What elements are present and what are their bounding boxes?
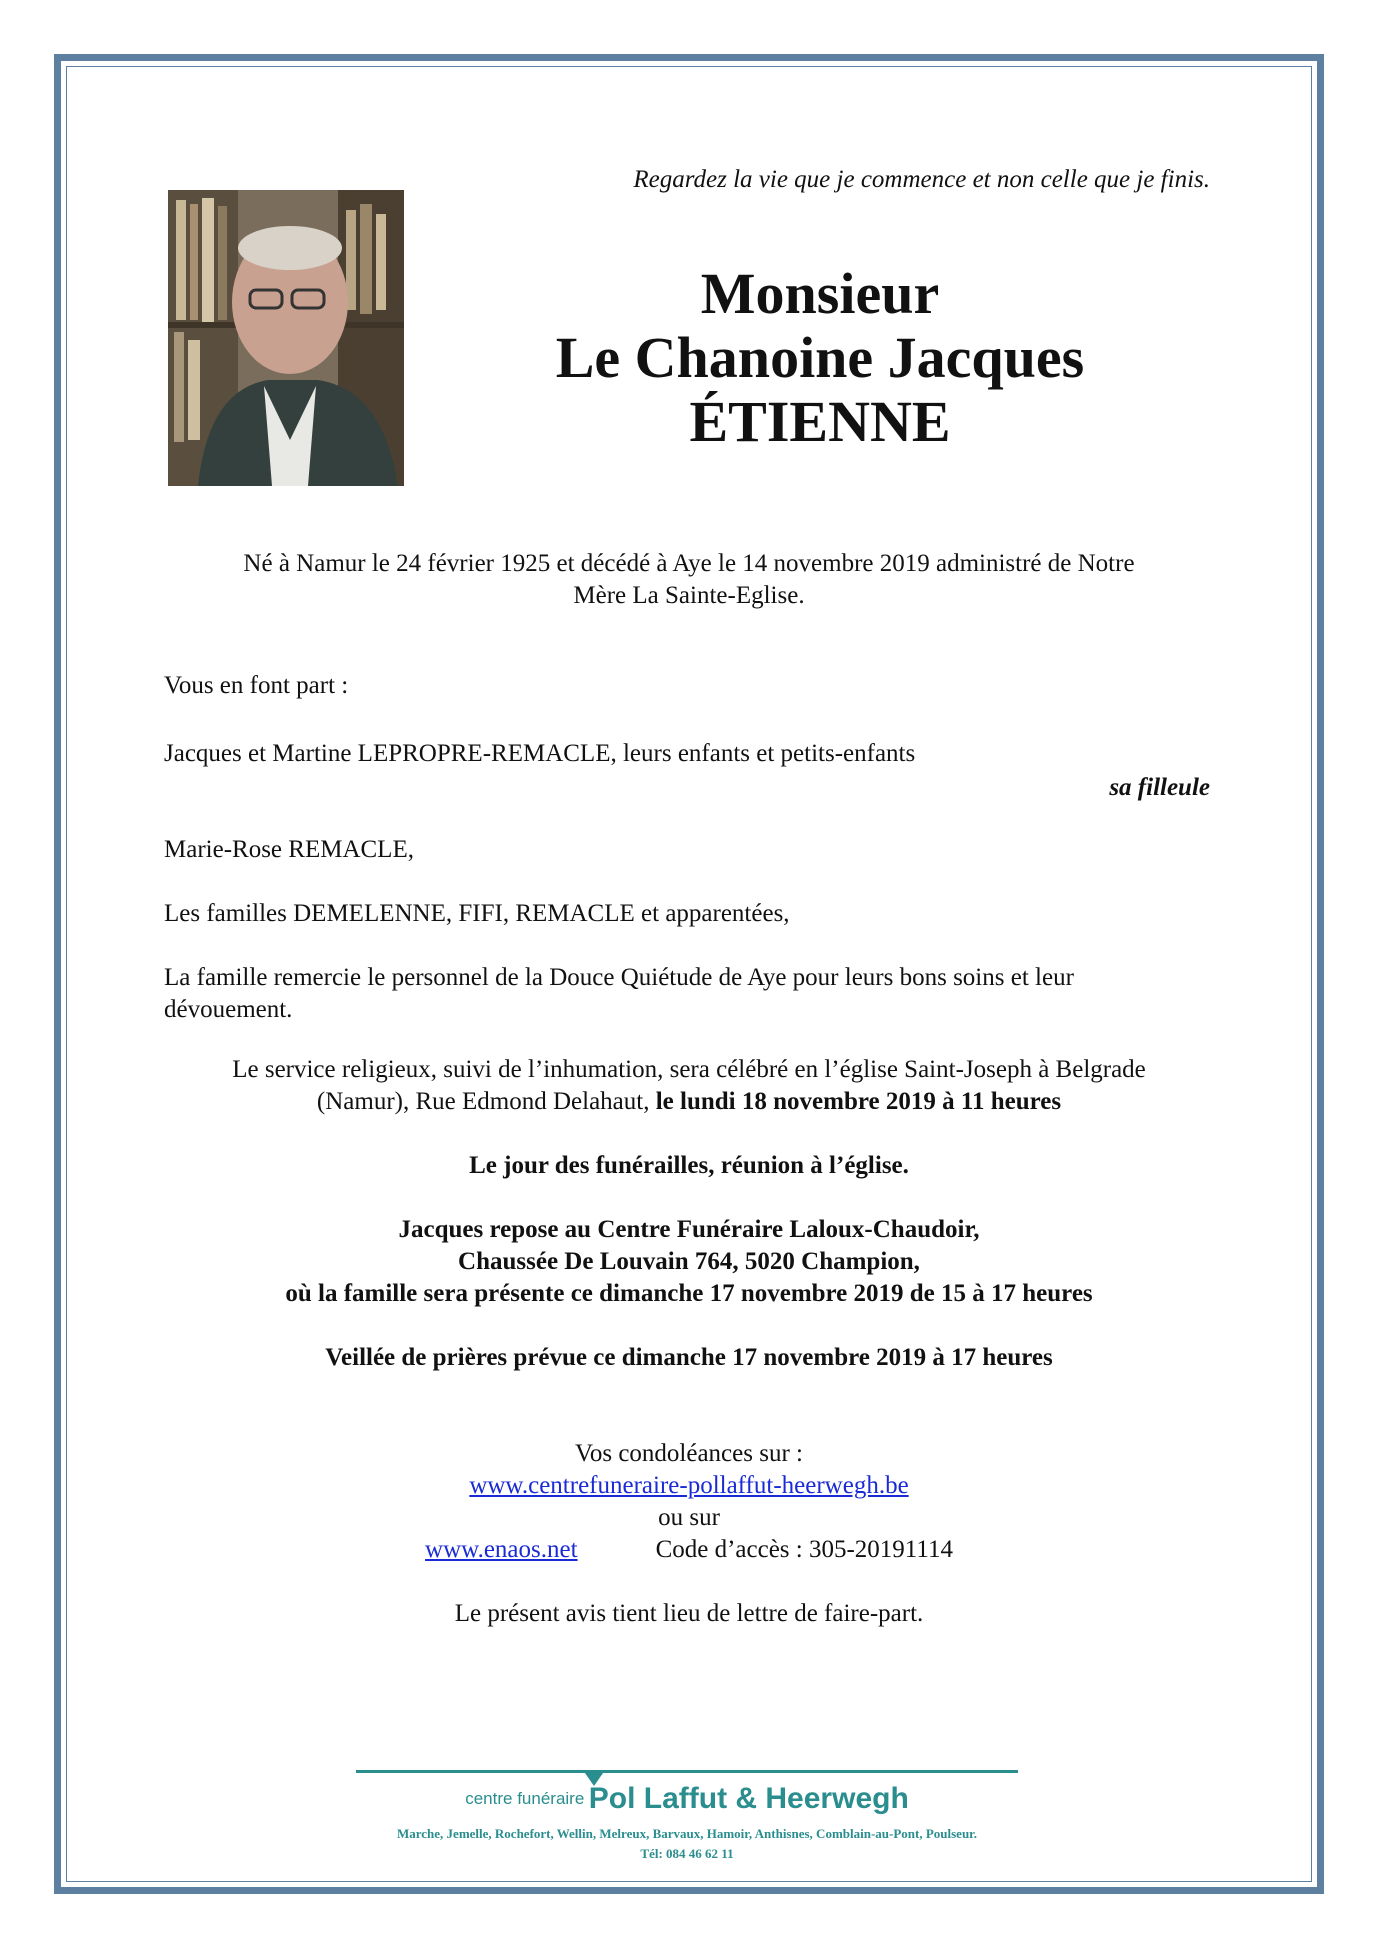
announce-intro: Vous en font part : — [164, 672, 349, 699]
condolences-link-2[interactable]: www.enaos.net — [425, 1536, 578, 1563]
birth-death-statement: Né à Namur le 24 février 1925 et décédé à Aye le 14 novembre 2019 administré de Notre Mère La Sainte-Eglise. — [243, 550, 1135, 609]
notice-statement: Le présent avis tient lieu de lettre de faire-part. — [454, 1600, 924, 1627]
footer-towns: Marche, Jemelle, Rochefort, Wellin, Melreux, Barvaux, Hamoir, Anthisnes, Comblain-au-Pont, Poulseur. — [396, 1826, 978, 1841]
honorific: Monsieur — [700, 261, 940, 326]
surname: ÉTIENNE — [689, 389, 951, 454]
access-code: Code d’accès : 305-20191114 — [655, 1536, 953, 1563]
epigraph-quote: Regardez la vie que je commence et non celle que je finis. — [633, 166, 1210, 193]
family-line-3: Les familles DEMELENNE, FIFI, REMACLE et apparentées, — [164, 900, 790, 927]
deceased-name-block — [480, 262, 1160, 454]
portrait-photo — [168, 190, 404, 486]
condolences-block — [160, 1438, 1218, 1566]
resting-place: Jacques repose au Centre Funéraire Laloux-Chaudoir, Chaussée De Louvain 764, 5020 Champion, où la famille sera présente ce dimanche 17 novembre 2019 de 15 à 17 heures — [285, 1216, 1093, 1307]
service-paragraph: Le service religieux, suivi de l’inhumation, sera célébré en l’église Saint-Joseph à Belgrade (Namur), Rue Edmond Delahaut, le lundi 18 novembre 2019 à 11 heures — [232, 1056, 1146, 1115]
funeral-home-logo: centre funéraire Pol Laffut & Heerwegh — [465, 1782, 909, 1815]
condolences-label: Vos condoléances sur : — [575, 1440, 803, 1467]
service-date: le lundi 18 novembre 2019 à 11 heures — [655, 1088, 1062, 1115]
logo-divider — [356, 1770, 1018, 1773]
family-line-1: Jacques et Martine LEPROPRE-REMACLE, leurs enfants et petits-enfants — [164, 740, 916, 767]
vigil-notice: Veillée de prières prévue ce dimanche 17 novembre 2019 à 17 heures — [325, 1344, 1053, 1371]
or-label: ou sur — [658, 1504, 720, 1531]
footer-phone: Tél: 084 46 62 11 — [640, 1846, 734, 1861]
funeral-meeting: Le jour des funérailles, réunion à l’église. — [469, 1152, 909, 1179]
goddaughter-label: sa filleule — [1109, 774, 1210, 801]
full-name: Le Chanoine Jacques — [555, 325, 1085, 390]
condolences-link-1[interactable]: www.centrefuneraire-pollaffut-heerwegh.be — [469, 1472, 909, 1499]
family-line-2: Marie-Rose REMACLE, — [164, 836, 414, 863]
thanks-paragraph: La famille remercie le personnel de la Douce Quiétude de Aye pour leurs bons soins et leur dévouement. — [164, 964, 1074, 1023]
